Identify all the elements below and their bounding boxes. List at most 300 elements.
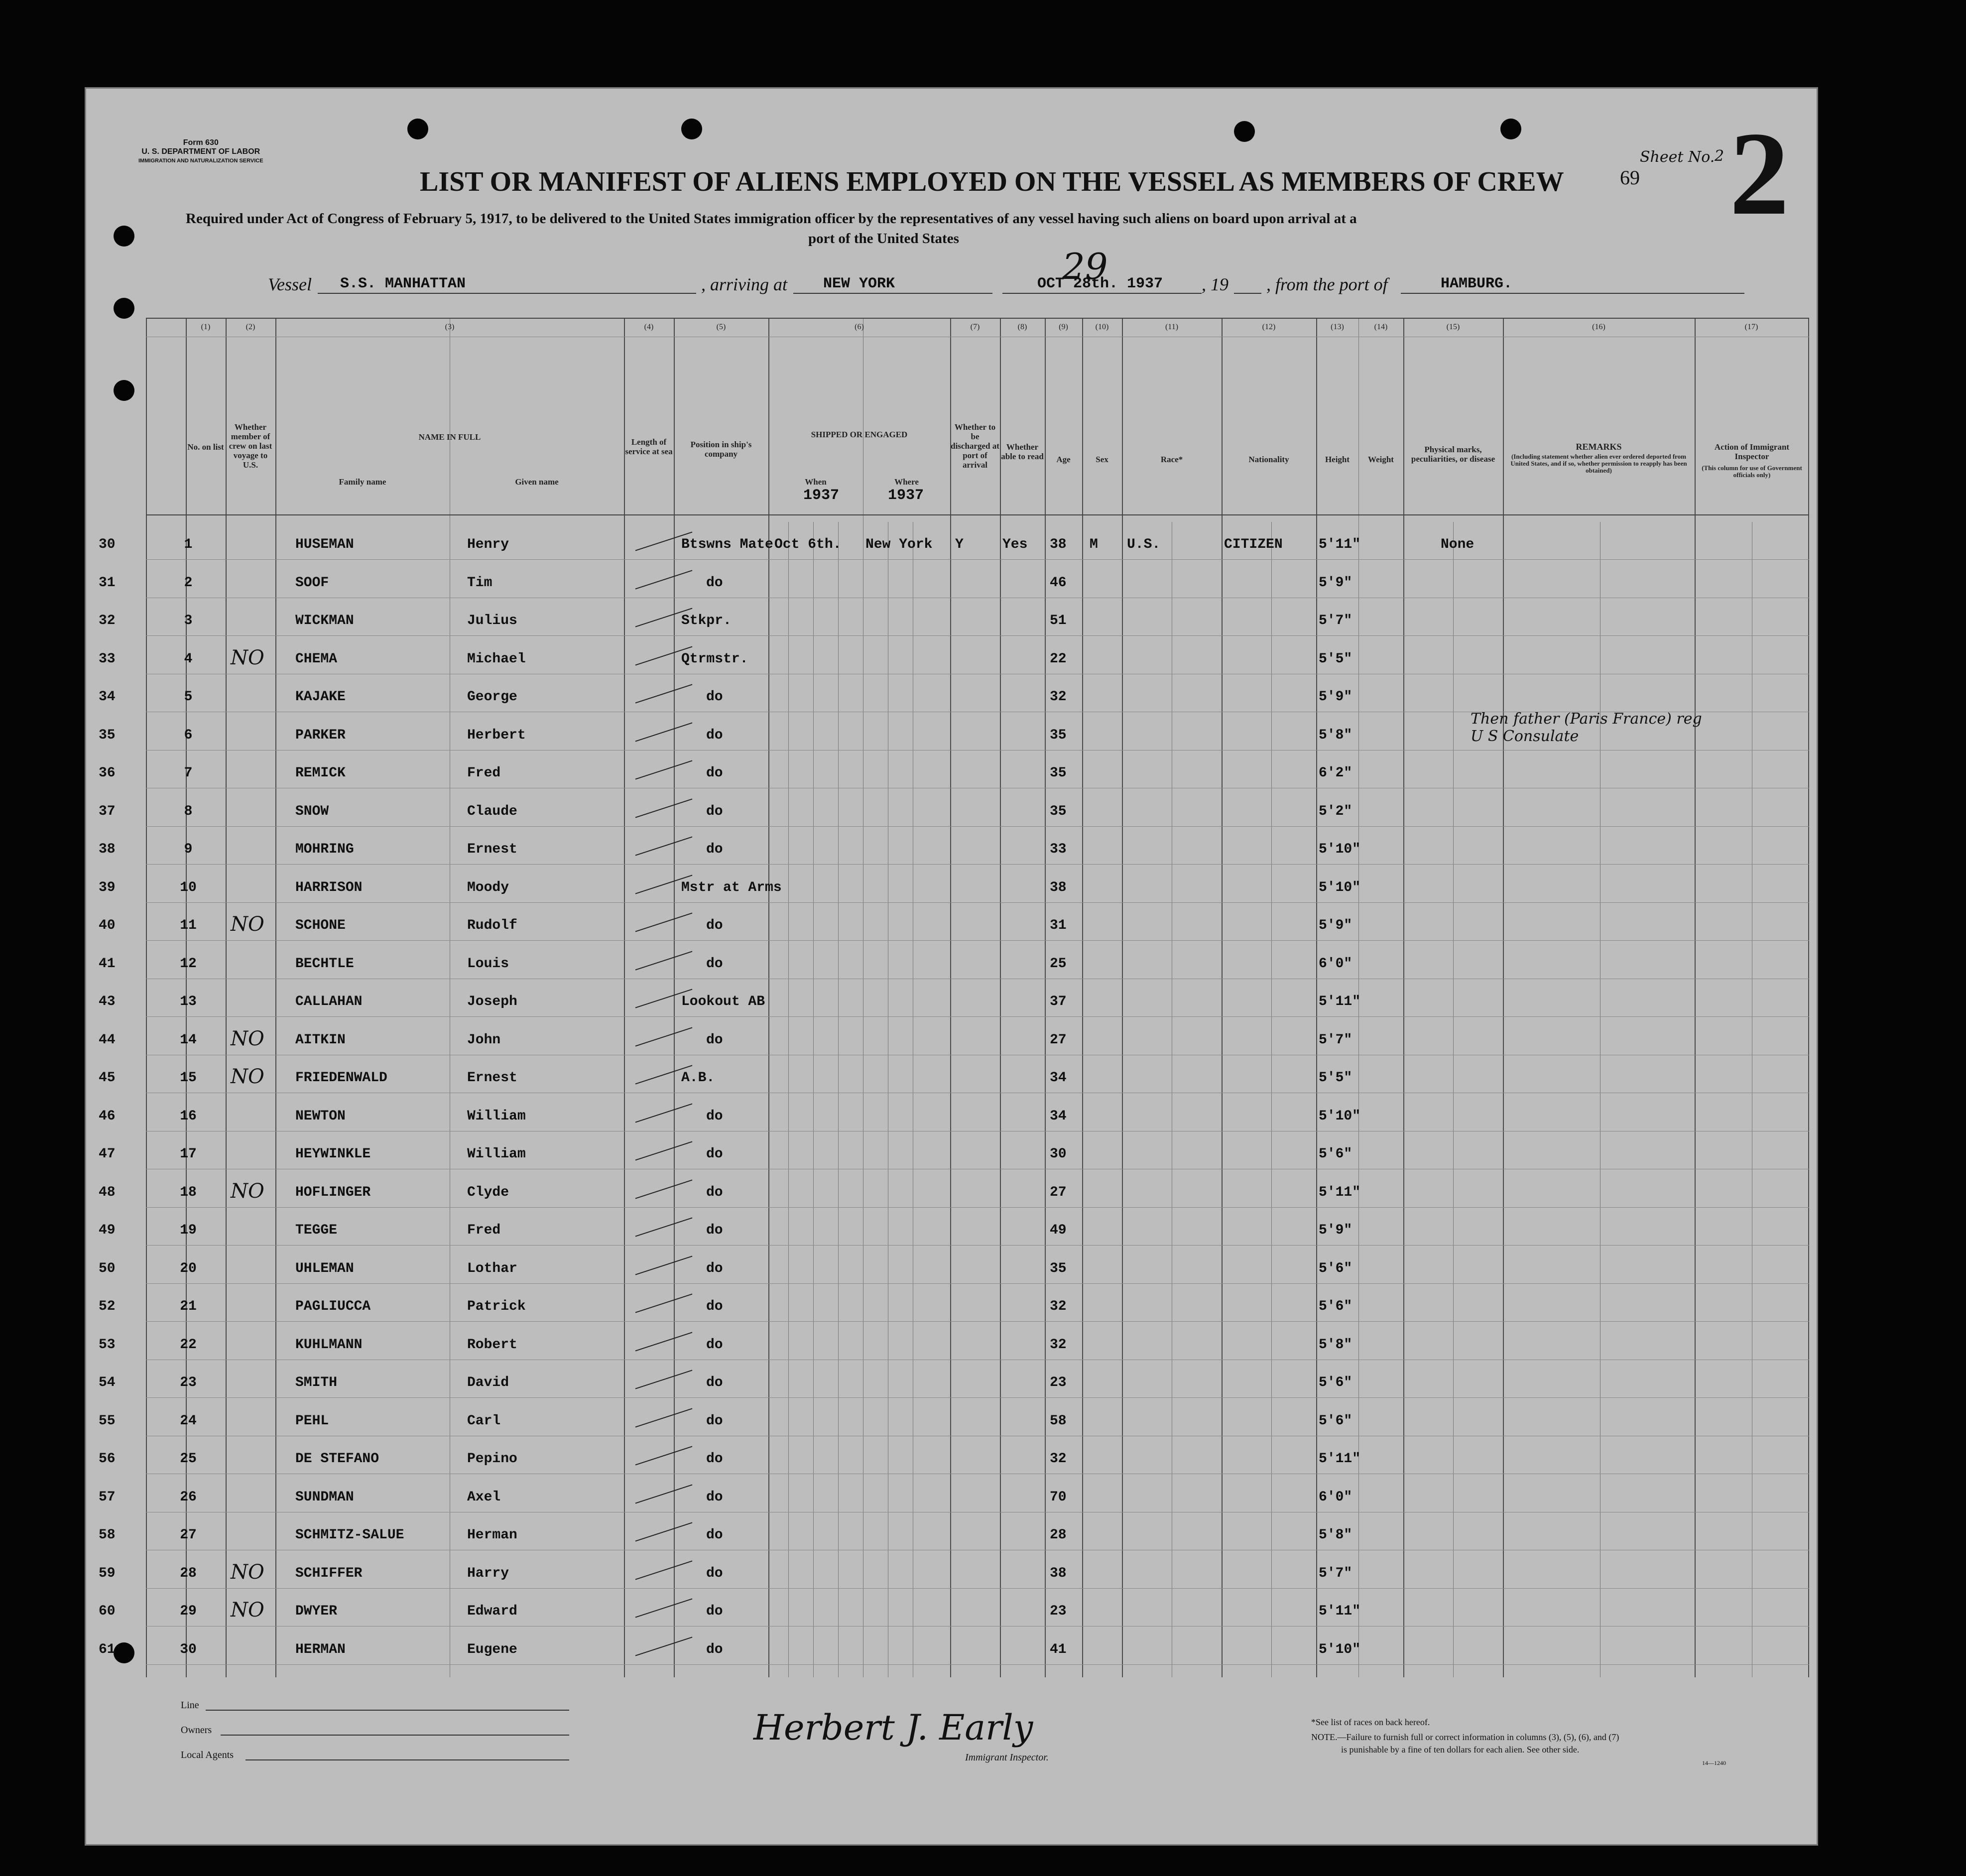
line-number: 45 (99, 1070, 116, 1086)
punch-hole (1500, 119, 1521, 139)
departure-port: HAMBURG. (1441, 275, 1513, 292)
family-name: SNOW (295, 803, 329, 819)
height: 5'11" (1319, 1604, 1361, 1619)
service-check-mark (635, 951, 693, 970)
col-header-remarks: REMARKS (1576, 442, 1622, 452)
punch-hole (114, 226, 134, 247)
col-header-inspector-note: (This column for use of Government officials only) (1702, 464, 1802, 479)
family-name: KUHLMANN (295, 1337, 363, 1353)
able-to-read: Yes (1002, 537, 1028, 552)
position: do (706, 1375, 723, 1390)
sex: M (1090, 537, 1098, 552)
given-name: Harry (467, 1565, 509, 1581)
given-name: Ernest (467, 1070, 517, 1086)
col-header-read: Whether able to read (1001, 442, 1044, 461)
height: 5'9" (1319, 689, 1352, 705)
col-header-when: When (805, 477, 827, 487)
service-name: IMMIGRATION AND NATURALIZATION SERVICE (138, 158, 263, 164)
height: 5'6" (1319, 1375, 1352, 1390)
col-header-family-name: Family name (339, 477, 386, 487)
position: Stkpr. (681, 613, 732, 628)
list-number: 24 (180, 1413, 197, 1429)
given-name: Ernest (467, 842, 517, 857)
family-name: SCHONE (295, 918, 346, 933)
service-check-mark (635, 760, 693, 780)
height: 5'2" (1319, 803, 1352, 819)
line-number: 58 (99, 1527, 116, 1543)
height: 5'11" (1319, 994, 1361, 1009)
inspector-label: Immigrant Inspector. (965, 1752, 1049, 1763)
service-check-mark (635, 1370, 693, 1389)
family-name: PARKER (295, 727, 346, 743)
service-check-mark (635, 1446, 693, 1466)
position: Lookout AB (681, 994, 765, 1009)
position: do (706, 1604, 723, 1619)
given-name: Henry (467, 537, 509, 552)
position: do (706, 1337, 723, 1353)
date-correction: 29 (1062, 246, 1108, 287)
arriving-label: , arriving at (701, 274, 788, 294)
list-number: 17 (180, 1146, 197, 1162)
list-number: 22 (180, 1337, 197, 1353)
height: 5'5" (1319, 1070, 1352, 1086)
service-check-mark (635, 1408, 693, 1427)
list-number: 25 (180, 1451, 197, 1467)
col-header-name: NAME IN FULL (418, 432, 481, 442)
list-number: 14 (180, 1032, 197, 1048)
family-name: KAJAKE (295, 689, 346, 705)
family-name: HERMAN (295, 1641, 346, 1657)
punch-hole (1234, 121, 1255, 142)
line-number: 59 (99, 1565, 116, 1581)
age: 32 (1050, 1451, 1067, 1467)
height: 5'5" (1319, 651, 1352, 667)
list-number: 30 (180, 1641, 197, 1657)
sheet-no-label: Sheet No. (1640, 148, 1715, 166)
column-number: (13) (1331, 323, 1344, 331)
where-year: 1937 (888, 487, 924, 504)
height: 6'0" (1319, 1489, 1352, 1505)
punch-hole (681, 119, 702, 139)
height: 5'6" (1319, 1413, 1352, 1429)
punch-hole (114, 298, 134, 319)
line-number: 43 (99, 994, 116, 1009)
service-check-mark (635, 1103, 693, 1123)
subtitle-line-2: port of the United States (808, 231, 959, 247)
given-name: Fred (467, 1223, 501, 1238)
height: 5'6" (1319, 1299, 1352, 1314)
race: U.S. (1127, 537, 1161, 552)
position: A.B. (681, 1070, 715, 1086)
service-check-mark (635, 1332, 693, 1351)
line-number: 31 (99, 575, 116, 591)
from-port-label: , from the port of (1266, 274, 1388, 294)
position: do (706, 842, 723, 857)
list-number: 18 (180, 1184, 197, 1200)
list-number: 13 (180, 994, 197, 1009)
service-check-mark (635, 1218, 693, 1237)
list-number: 27 (180, 1527, 197, 1543)
age: 70 (1050, 1489, 1067, 1505)
column-number: (3) (445, 323, 455, 331)
arrival-port: NEW YORK (823, 275, 895, 292)
list-number: 8 (184, 803, 193, 819)
age: 28 (1050, 1527, 1067, 1543)
col-header-nationality: Nationality (1248, 455, 1289, 464)
position: do (706, 1299, 723, 1314)
form-number: Form 630 (183, 138, 219, 147)
col-header-discharged: Whether to be discharged at port of arrival (951, 422, 999, 470)
list-number: 11 (180, 918, 197, 933)
age: 23 (1050, 1604, 1067, 1619)
line-number: 50 (99, 1260, 116, 1276)
height: 5'7" (1319, 613, 1352, 628)
given-name: Julius (467, 613, 517, 628)
given-name: Patrick (467, 1299, 526, 1314)
position: do (706, 1413, 723, 1429)
line-number: 33 (99, 651, 116, 667)
line-number: 37 (99, 803, 116, 819)
given-name: Axel (467, 1489, 501, 1505)
position: do (706, 956, 723, 972)
column-number: (16) (1592, 323, 1605, 331)
age: 32 (1050, 689, 1067, 705)
remarks-note: Then father (Paris France) reg U S Consulate (1471, 710, 1702, 745)
age: 35 (1050, 803, 1067, 819)
height: 5'9" (1319, 575, 1352, 591)
age: 38 (1050, 537, 1067, 552)
nationality: CITIZEN (1224, 537, 1283, 552)
when-year: 1937 (803, 487, 840, 504)
position: do (706, 918, 723, 933)
line-number: 40 (99, 918, 116, 933)
arrival-date: OCT 28th. 1937 (1037, 275, 1163, 292)
column-number: (17) (1744, 323, 1758, 331)
line-label: Line (181, 1700, 199, 1711)
service-check-mark (635, 722, 693, 742)
age: 38 (1050, 879, 1067, 895)
punch-hole (114, 1642, 134, 1663)
position: do (706, 803, 723, 819)
col-header-race: Race* (1160, 455, 1183, 464)
form-identifier (138, 138, 263, 165)
age: 46 (1050, 575, 1067, 591)
position: do (706, 1451, 723, 1467)
given-name: Lothar (467, 1260, 517, 1276)
previous-voyage-mark: NO (231, 1599, 264, 1622)
age: 34 (1050, 1108, 1067, 1124)
given-name: Edward (467, 1604, 517, 1619)
service-check-mark (635, 1599, 693, 1618)
given-name: David (467, 1375, 509, 1390)
service-check-mark (635, 1141, 693, 1161)
position: do (706, 575, 723, 591)
age: 33 (1050, 842, 1067, 857)
list-number: 21 (180, 1299, 197, 1314)
age: 38 (1050, 1565, 1067, 1581)
col-header-remarks-note: (Including statement whether alien ever ordered deported from United States, and if so, whether permission to reapply has been obtained) (1510, 453, 1687, 474)
page-title: LIST OR MANIFEST OF ALIENS EMPLOYED ON THE VESSEL AS MEMBERS OF CREW (420, 166, 1564, 197)
list-number: 5 (184, 689, 193, 705)
position: do (706, 1641, 723, 1657)
given-name: Eugene (467, 1641, 517, 1657)
age: 31 (1050, 918, 1067, 933)
position: do (706, 1260, 723, 1276)
col-header-weight: Weight (1368, 455, 1394, 464)
list-number: 12 (180, 956, 197, 972)
column-number: (5) (716, 323, 726, 331)
service-check-mark (635, 1522, 693, 1542)
family-name: SCHMITZ-SALUE (295, 1527, 404, 1543)
given-name: Fred (467, 765, 501, 781)
column-number: (9) (1059, 323, 1068, 331)
given-name: Herbert (467, 727, 526, 743)
col-header-age: Age (1056, 455, 1071, 464)
shipped-where: New York (865, 537, 933, 552)
age: 25 (1050, 956, 1067, 972)
list-number: 4 (184, 651, 193, 667)
line-number: 60 (99, 1604, 116, 1619)
family-name: DWYER (295, 1604, 338, 1619)
position: do (706, 1108, 723, 1124)
penalty-note-cont: is punishable by a fine of ten dollars for each alien. See other side. (1341, 1745, 1580, 1754)
service-check-mark (635, 1484, 693, 1503)
family-name: DE STEFANO (295, 1451, 379, 1467)
family-name: WICKMAN (295, 613, 354, 628)
col-header-shipped: SHIPPED OR ENGAGED (811, 430, 908, 439)
height: 5'7" (1319, 1032, 1352, 1048)
given-name: Tim (467, 575, 492, 591)
height: 5'10" (1319, 879, 1361, 895)
age: 30 (1050, 1146, 1067, 1162)
column-number: (11) (1165, 323, 1179, 331)
previous-voyage-mark: NO (231, 646, 264, 669)
height: 5'6" (1319, 1146, 1352, 1162)
height: 5'11" (1319, 537, 1361, 552)
family-name: PAGLIUCCA (295, 1299, 371, 1314)
family-name: CHEMA (295, 651, 338, 667)
column-number: (4) (644, 323, 654, 331)
column-number: (12) (1262, 323, 1276, 331)
position: do (706, 727, 723, 743)
service-check-mark (635, 1179, 693, 1199)
service-check-mark (635, 1294, 693, 1313)
line-number: 39 (99, 879, 116, 895)
line-number: 34 (99, 689, 116, 705)
service-check-mark (635, 798, 693, 818)
list-number: 6 (184, 727, 193, 743)
family-name: FRIEDENWALD (295, 1070, 387, 1086)
height: 5'11" (1319, 1451, 1361, 1467)
age: 35 (1050, 1260, 1067, 1276)
col-header-prev-voyage: Whether member of crew on last voyage to U.S. (229, 422, 272, 470)
year-label: , 19 (1202, 274, 1229, 294)
height: 5'9" (1319, 1223, 1352, 1238)
sheet-number-large: 2 (1729, 107, 1789, 240)
family-name: NEWTON (295, 1108, 346, 1124)
given-name: Pepino (467, 1451, 517, 1467)
service-check-mark (635, 570, 693, 589)
given-name: Louis (467, 956, 509, 972)
column-number: (15) (1446, 323, 1460, 331)
col-header-position: Position in ship's company (690, 440, 752, 459)
list-number: 23 (180, 1375, 197, 1390)
list-number: 28 (180, 1565, 197, 1581)
given-name: Moody (467, 879, 509, 895)
punch-hole (407, 119, 428, 139)
service-check-mark (635, 684, 693, 704)
height: 6'0" (1319, 956, 1352, 972)
position: Qtrmstr. (681, 651, 748, 667)
col-header-no: No. on list (187, 442, 224, 452)
position: do (706, 1184, 723, 1200)
family-name: CALLAHAN (295, 994, 363, 1009)
height: 5'6" (1319, 1260, 1352, 1276)
family-name: HARRISON (295, 879, 363, 895)
family-name: PEHL (295, 1413, 329, 1429)
line-number: 38 (99, 842, 116, 857)
column-number: (1) (201, 323, 211, 331)
position: Btswns Mate (681, 537, 773, 552)
previous-voyage-mark: NO (231, 1179, 264, 1203)
height: 5'8" (1319, 1337, 1352, 1353)
age: 34 (1050, 1070, 1067, 1086)
crew-table (99, 318, 1809, 1677)
list-number: 3 (184, 613, 193, 628)
family-name: BECHTLE (295, 956, 354, 972)
given-name: Rudolf (467, 918, 517, 933)
column-number: (2) (246, 323, 255, 331)
line-number: 52 (99, 1299, 116, 1314)
height: 5'8" (1319, 1527, 1352, 1543)
previous-voyage-mark: NO (231, 913, 264, 936)
line-number: 53 (99, 1337, 116, 1353)
col-header-height: Height (1325, 455, 1350, 464)
height: 5'10" (1319, 1108, 1361, 1124)
age: 27 (1050, 1184, 1067, 1200)
line-number: 41 (99, 956, 116, 972)
col-header-length-service: Length of service at sea (625, 437, 673, 456)
position: do (706, 765, 723, 781)
age: 41 (1050, 1641, 1067, 1657)
subtitle-line-1: Required under Act of Congress of February 5, 1917, to be delivered to the United States immigration officer by the representatives of any vessel having such aliens on board upon arrival at a (186, 211, 1357, 227)
col-header-sex: Sex (1096, 455, 1108, 464)
column-number: (7) (970, 323, 980, 331)
line-number: 36 (99, 765, 116, 781)
family-name: SCHIFFER (295, 1565, 363, 1581)
height: 5'10" (1319, 1641, 1361, 1657)
service-check-mark (635, 1027, 693, 1046)
previous-voyage-mark: NO (231, 1560, 264, 1584)
family-name: SOOF (295, 575, 329, 591)
position: do (706, 689, 723, 705)
line-number: 56 (99, 1451, 116, 1467)
service-check-mark (635, 837, 693, 856)
list-number: 9 (184, 842, 193, 857)
height: 6'2" (1319, 765, 1352, 781)
vessel-label: Vessel (268, 274, 312, 294)
height: 5'11" (1319, 1184, 1361, 1200)
family-name: MOHRING (295, 842, 354, 857)
family-name: SUNDMAN (295, 1489, 354, 1505)
shipped-when: Oct 6th. (774, 537, 842, 552)
given-name: John (467, 1032, 501, 1048)
list-number: 15 (180, 1070, 197, 1086)
height: 5'8" (1319, 727, 1352, 743)
list-number: 7 (184, 765, 193, 781)
col-header-inspector-action: Action of Immigrant Inspector (1714, 442, 1790, 461)
inspector-signature: Herbert J. Early (753, 1707, 1033, 1748)
position: do (706, 1032, 723, 1048)
list-number: 26 (180, 1489, 197, 1505)
owners-label: Owners (181, 1725, 212, 1736)
page-number: 69 (1620, 166, 1640, 189)
age: 58 (1050, 1413, 1067, 1429)
position: do (706, 1146, 723, 1162)
given-name: Clyde (467, 1184, 509, 1200)
given-name: Michael (467, 651, 526, 667)
service-check-mark (635, 913, 693, 932)
vessel-name: S.S. MANHATTAN (340, 275, 466, 292)
family-name: REMICK (295, 765, 346, 781)
line-number: 35 (99, 727, 116, 743)
age: 32 (1050, 1299, 1067, 1314)
given-name: Herman (467, 1527, 517, 1543)
age: 22 (1050, 651, 1067, 667)
line-number: 61 (99, 1641, 116, 1657)
list-number: 16 (180, 1108, 197, 1124)
given-name: George (467, 689, 517, 705)
given-name: Carl (467, 1413, 501, 1429)
column-number: (6) (855, 323, 864, 331)
column-number: (10) (1095, 323, 1109, 331)
discharged: Y (955, 537, 964, 552)
punch-hole (114, 380, 134, 401)
col-header-where: Where (894, 477, 919, 487)
service-check-mark (635, 1560, 693, 1580)
department-name: U. S. DEPARTMENT OF LABOR (141, 147, 260, 156)
family-name: HEYWINKLE (295, 1146, 371, 1162)
height: 5'9" (1319, 918, 1352, 933)
column-number: (8) (1017, 323, 1027, 331)
service-check-mark (635, 1255, 693, 1275)
previous-voyage-mark: NO (231, 1027, 264, 1050)
col-header-given-name: Given name (515, 477, 559, 487)
age: 27 (1050, 1032, 1067, 1048)
age: 35 (1050, 765, 1067, 781)
column-number: (14) (1374, 323, 1388, 331)
list-number: 10 (180, 879, 197, 895)
races-note: *See list of races on back hereof. (1311, 1717, 1430, 1727)
age: 49 (1050, 1223, 1067, 1238)
list-number: 2 (184, 575, 193, 591)
sheet-no-value: 2 (1715, 147, 1724, 165)
position: do (706, 1527, 723, 1543)
line-number: 48 (99, 1184, 116, 1200)
line-number: 49 (99, 1223, 116, 1238)
manifest-sheet (85, 87, 1818, 1846)
age: 35 (1050, 727, 1067, 743)
age: 37 (1050, 994, 1067, 1009)
position: Mstr at Arms (681, 879, 782, 895)
age: 23 (1050, 1375, 1067, 1390)
age: 51 (1050, 613, 1067, 628)
list-number: 1 (184, 537, 193, 552)
position: do (706, 1489, 723, 1505)
given-name: William (467, 1146, 526, 1162)
family-name: SMITH (295, 1375, 338, 1390)
line-number: 46 (99, 1108, 116, 1124)
